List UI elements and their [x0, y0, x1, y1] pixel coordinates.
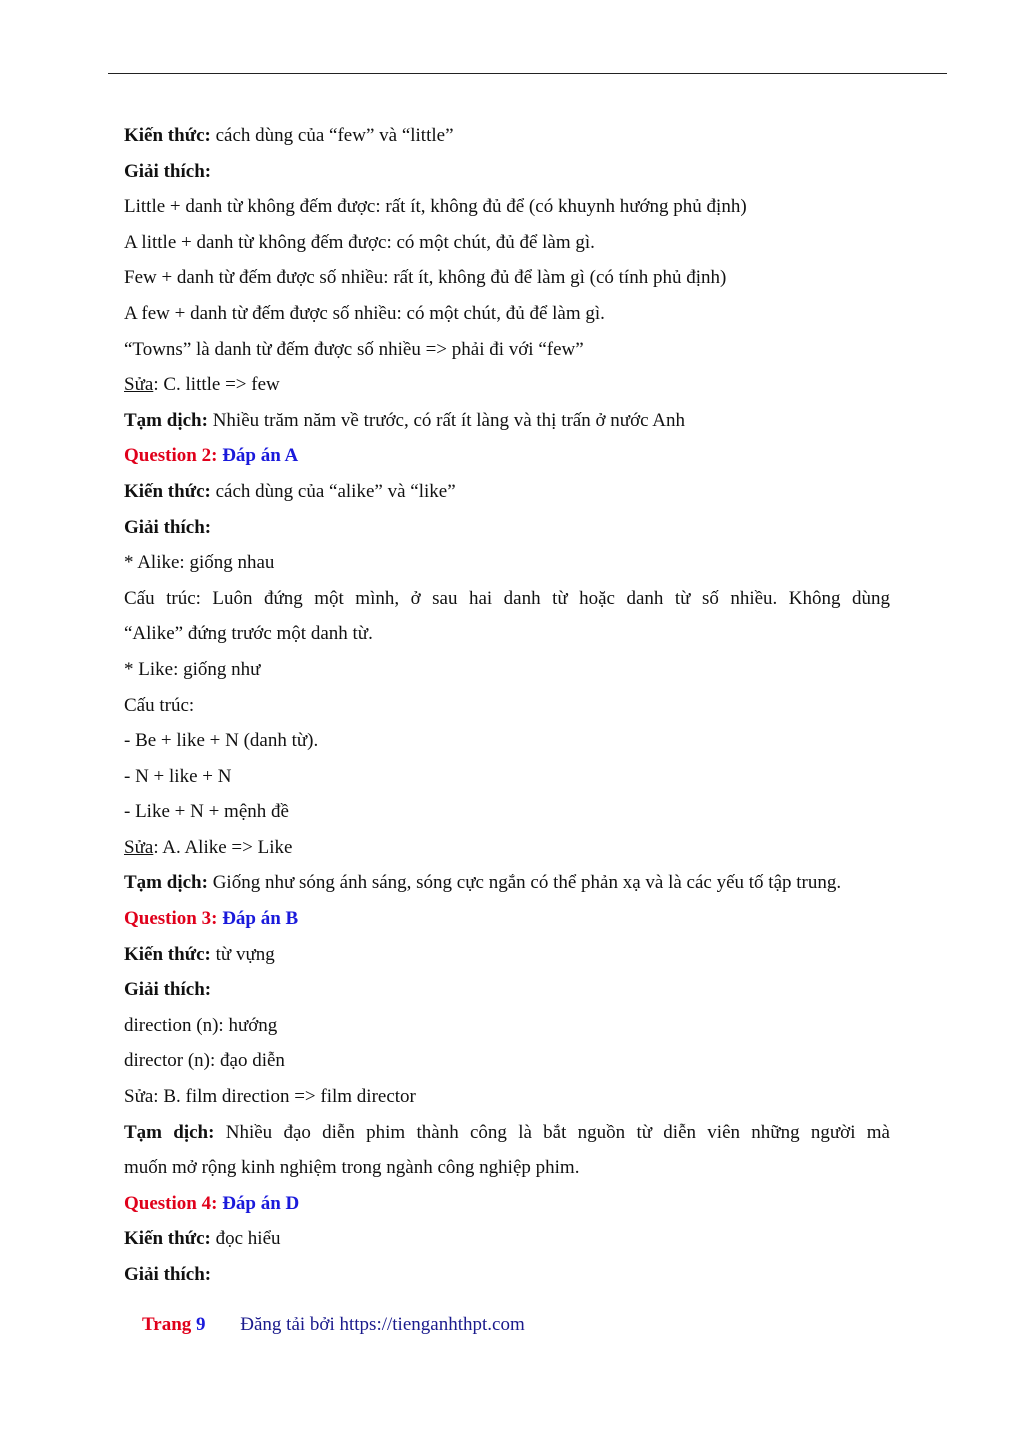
text-line [124, 937, 890, 973]
line-text: director (n): đạo diễn [124, 1050, 285, 1072]
answer-key: Đáp án B [217, 908, 299, 930]
question-number: Question 3: [124, 908, 218, 930]
line-text: : A. Alike => Like [153, 836, 293, 858]
line-text: * Like: giống như [124, 658, 261, 680]
text-line [124, 403, 890, 439]
section-label: Kiến thức: [124, 1228, 211, 1250]
text-line [124, 1150, 890, 1186]
text-line [124, 510, 890, 546]
line-text: Little + danh từ không đếm được: rất ít, không đủ để (có khuynh hướng phủ định) [124, 196, 747, 218]
text-line [124, 652, 890, 688]
text-line [124, 1079, 890, 1115]
text-line [124, 189, 890, 225]
section-label: Tạm dịch: [124, 872, 208, 894]
question-number: Question 2: [124, 445, 218, 467]
text-line [124, 581, 890, 617]
text-line [124, 688, 890, 724]
footer-credit: Đăng tải bởi https://tienganhthpt.com [240, 1314, 525, 1335]
header-rule [108, 73, 947, 74]
line-text: Nhiều trăm năm về trước, có rất ít làng và thị trấn ở nước Anh [207, 409, 685, 431]
text-line [124, 616, 890, 652]
line-text: Nhiều đạo diễn phim thành công là bắt nguồn từ diễn viên những người mà [214, 1121, 890, 1143]
line-text: Sửa: B. film direction => film director [124, 1086, 416, 1108]
line-text: A few + danh từ đếm được số nhiều: có một chút, đủ để làm gì. [124, 302, 605, 324]
text-line [124, 474, 890, 510]
line-text: cách dùng của “alike” và “like” [210, 480, 456, 502]
text-line [124, 154, 890, 190]
text-line [124, 1043, 890, 1079]
text-line [124, 260, 890, 296]
question-heading [124, 438, 890, 474]
text-line [124, 972, 890, 1008]
text-line [124, 1221, 890, 1257]
document-body [124, 118, 890, 1293]
page-footer [142, 1314, 525, 1336]
section-label: Kiến thức: [124, 943, 211, 965]
text-line [124, 830, 890, 866]
question-heading [124, 1186, 890, 1222]
answer-key: Đáp án D [217, 1192, 300, 1214]
page-number: 9 [191, 1314, 206, 1335]
line-text: muốn mở rộng kinh nghiệm trong ngành công nghiệp phim. [124, 1157, 580, 1179]
text-line [124, 545, 890, 581]
line-text: đọc hiểu [210, 1228, 281, 1250]
line-text: : C. little => few [153, 374, 280, 396]
text-line [124, 1008, 890, 1044]
line-text: cách dùng của “few” và “little” [210, 125, 454, 146]
page-label: Trang [142, 1314, 192, 1335]
text-line [124, 794, 890, 830]
line-text: A little + danh từ không đếm được: có một chút, đủ để làm gì. [124, 231, 595, 253]
text-line [124, 1257, 890, 1293]
line-text: Cấu trúc: [124, 694, 195, 716]
text-line [124, 367, 890, 403]
section-label: Tạm dịch: [124, 409, 208, 431]
line-text: từ vựng [210, 943, 275, 965]
question-heading [124, 901, 890, 937]
answer-key: Đáp án A [217, 445, 299, 467]
line-text: - N + like + N [124, 765, 232, 787]
section-label: Giải thích: [124, 979, 212, 1001]
line-text: Few + danh từ đếm được số nhiều: rất ít, không đủ để làm gì (có tính phủ định) [124, 267, 727, 289]
line-text: - Be + like + N (danh từ). [124, 730, 319, 752]
line-text: - Like + N + mệnh đề [124, 801, 289, 823]
section-label: Tạm dịch: [124, 1121, 215, 1143]
line-text: direction (n): hướng [124, 1014, 278, 1036]
fix-label: Sửa [124, 836, 154, 858]
section-label: Giải thích: [124, 160, 212, 182]
line-text: “Towns” là danh từ đếm được số nhiều => phải đi với “few” [124, 338, 584, 360]
text-line [124, 296, 890, 332]
line-text: Giống như sóng ánh sáng, sóng cực ngắn có thể phản xạ và là các yếu tố tập trung. [207, 872, 842, 894]
text-line [124, 865, 890, 901]
text-line [124, 1115, 890, 1151]
text-line [124, 118, 890, 154]
text-line [124, 723, 890, 759]
section-label: Giải thích: [124, 516, 212, 538]
fix-label: Sửa [124, 374, 154, 396]
text-line [124, 225, 890, 261]
section-label: Kiến thức: [124, 480, 211, 502]
section-label: Giải thích: [124, 1264, 212, 1285]
text-line [124, 759, 890, 795]
text-line [124, 332, 890, 368]
line-text: * Alike: giống nhau [124, 552, 275, 574]
section-label: Kiến thức: [124, 125, 211, 146]
line-text: “Alike” đứng trước một danh từ. [124, 623, 373, 645]
line-text: Cấu trúc: Luôn đứng một mình, ở sau hai danh từ hoặc danh từ số nhiều. Không dùng [124, 587, 890, 609]
question-number: Question 4: [124, 1192, 218, 1214]
